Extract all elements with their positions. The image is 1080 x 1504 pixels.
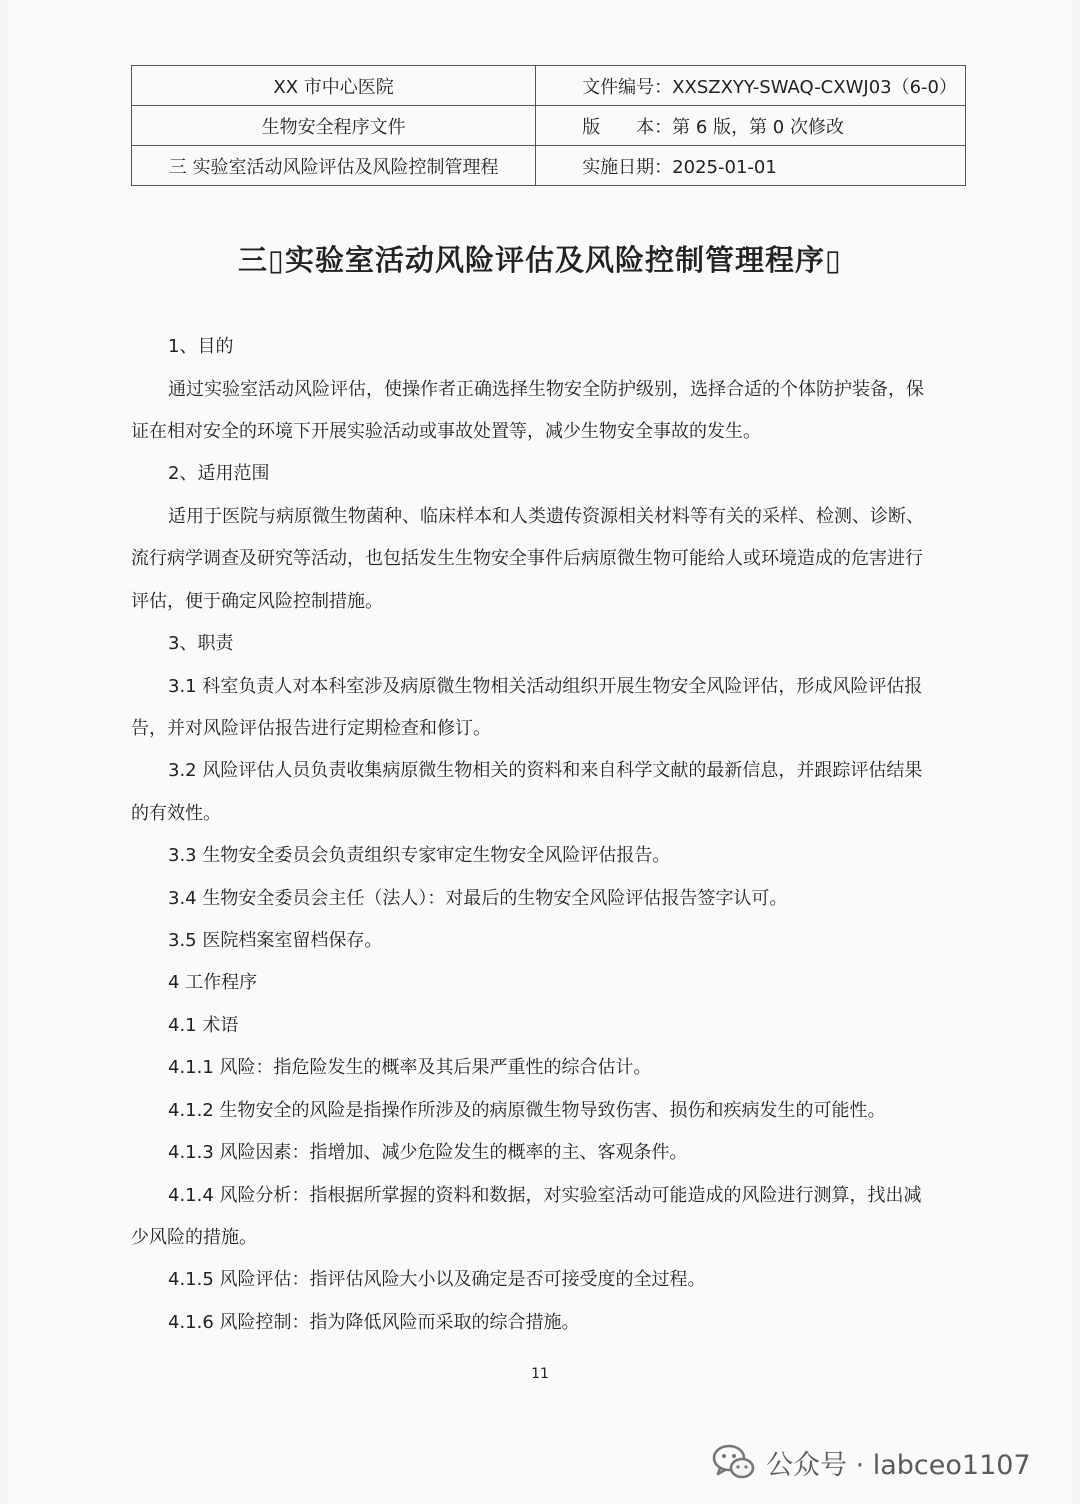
document-number: 文件编号：XXSZXYY-SWAQ-CXWJ03（6-0） (536, 66, 966, 106)
header-row (132, 106, 966, 146)
heading-terms: 4.1 术语 (168, 1015, 239, 1036)
paragraph-line: 3.1 科室负责人对本科室涉及病原微生物相关活动组织开展生物安全风险评估，形成风险评估报 (168, 676, 923, 697)
heading-responsibilities: 3、职责 (168, 633, 234, 654)
document-version: 版 本：第 6 版，第 0 次修改 (536, 106, 966, 146)
paragraph-line: 4.1.5 风险评估：指评估风险大小以及确定是否可接受度的全过程。 (168, 1269, 706, 1290)
paragraph-line: 证在相对安全的环境下开展实验活动或事故处置等，减少生物安全事故的发生。 (131, 421, 761, 442)
header-row (132, 146, 966, 186)
document-type: 生物安全程序文件 (132, 106, 536, 146)
wechat-icon (712, 1442, 756, 1482)
effective-date: 实施日期：2025-01-01 (536, 146, 966, 186)
watermark (712, 1440, 1031, 1484)
paragraph-line: 流行病学调查及研究等活动，也包括发生生物安全事件后病原微生物可能给人或环境造成的危害进行 (131, 548, 923, 569)
paragraph-line: 3.4 生物安全委员会主任（法人）：对最后的生物安全风险评估报告签字认可。 (168, 888, 788, 909)
paragraph-line: 4.1.4 风险分析：指根据所掌握的资料和数据，对实验室活动可能造成的风险进行测算，找出减 (168, 1185, 922, 1206)
page-title: 三▯实验室活动风险评估及风险控制管理程序▯ (238, 243, 842, 277)
paragraph-line: 4.1.3 风险因素：指增加、减少危险发生的概率的主、客观条件。 (168, 1142, 688, 1163)
page-number: 11 (531, 1366, 549, 1382)
paragraph-line: 3.5 医院档案室留档保存。 (168, 930, 383, 951)
paragraph-line: 4.1.6 风险控制：指为降低风险而采取的综合措施。 (168, 1312, 580, 1333)
paragraph-line: 4.1.1 风险：指危险发生的概率及其后果严重性的综合估计。 (168, 1057, 652, 1078)
section-title: 三 实验室活动风险评估及风险控制管理程 (132, 146, 536, 186)
paragraph-line: 4.1.2 生物安全的风险是指操作所涉及的病原微生物导致伤害、损伤和疾病发生的可能性。 (168, 1100, 886, 1121)
paragraph-line: 3.3 生物安全委员会负责组织专家审定生物安全风险评估报告。 (168, 845, 671, 866)
heading-procedure: 4 工作程序 (168, 972, 258, 993)
heading-scope: 2、适用范围 (168, 463, 270, 484)
paragraph-line: 适用于医院与病原微生物菌种、临床样本和人类遗传资源相关材料等有关的采样、检测、诊断、 (168, 506, 924, 527)
paragraph-line: 的有效性。 (131, 803, 221, 824)
document-header-table (131, 65, 966, 186)
paragraph-line: 通过实验室活动风险评估，使操作者正确选择生物安全防护级别，选择合适的个体防护装备，保 (168, 379, 924, 400)
paragraph-line: 少风险的措施。 (131, 1227, 257, 1248)
hospital-name: XX 市中心医院 (132, 66, 536, 106)
watermark-text: 公众号 · labceo1107 (766, 1449, 1031, 1481)
paragraph-line: 告，并对风险评估报告进行定期检查和修订。 (131, 718, 491, 739)
paragraph-line: 3.2 风险评估人员负责收集病原微生物相关的资料和来自科学文献的最新信息，并跟踪评估结果 (168, 760, 923, 781)
header-row (132, 66, 966, 106)
paragraph-line: 评估，便于确定风险控制措施。 (131, 591, 383, 612)
heading-purpose: 1、目的 (168, 336, 234, 357)
